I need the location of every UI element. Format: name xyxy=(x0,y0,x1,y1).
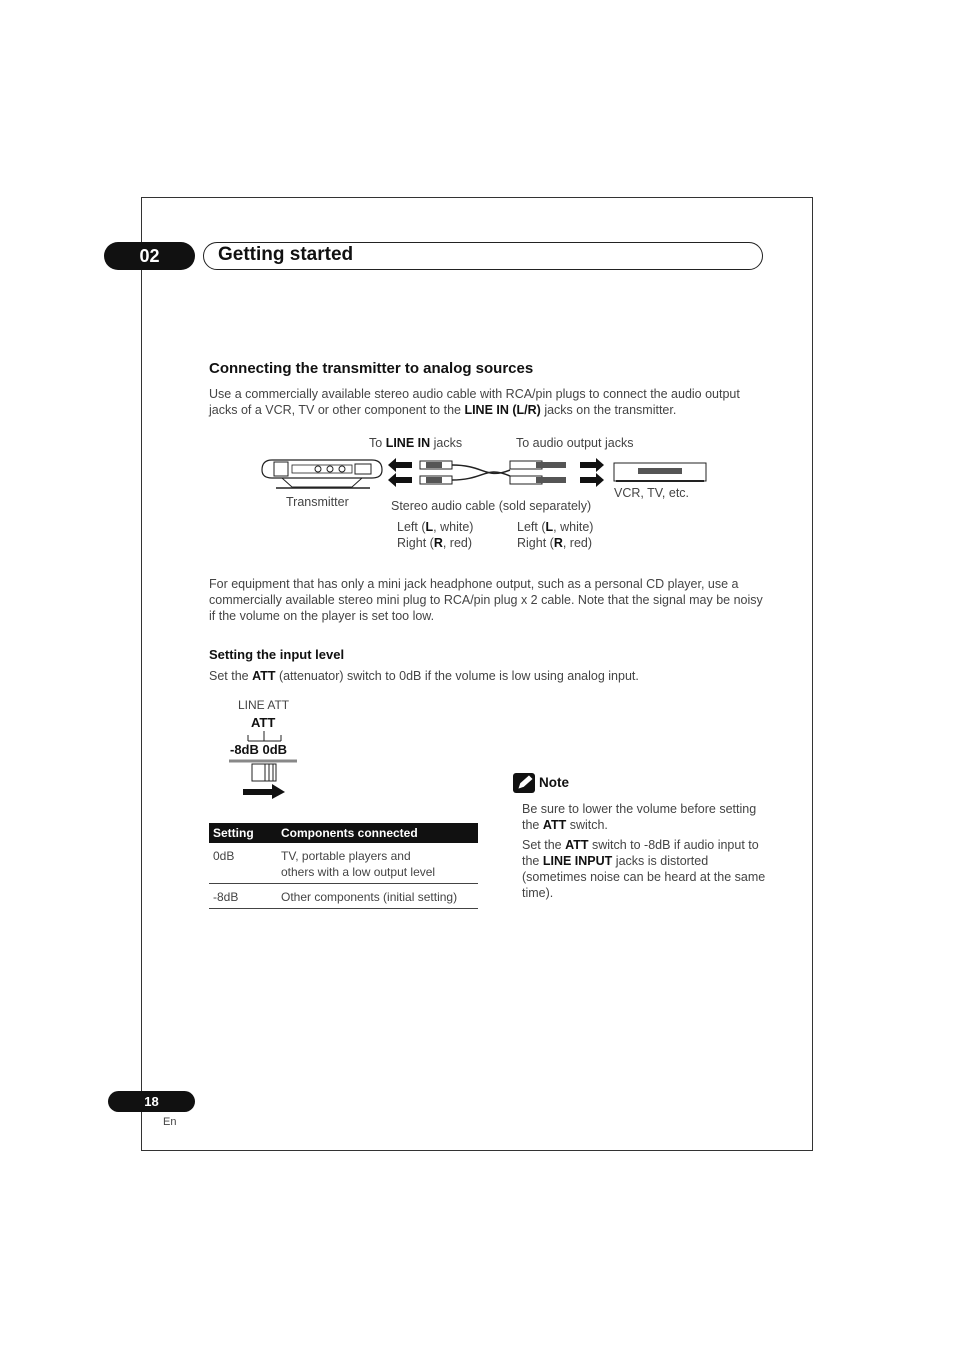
note-title: Note xyxy=(539,775,569,790)
input-level-text: Set the ATT (attenuator) switch to 0dB if the volume is low using analog input. xyxy=(209,669,639,683)
arrow-left-bottom xyxy=(388,473,412,487)
page-number: 18 xyxy=(108,1091,195,1112)
transmitter-illustration xyxy=(262,460,382,488)
transmitter-label: Transmitter xyxy=(286,495,349,509)
chapter-title: Getting started xyxy=(218,244,354,265)
vcr-label: VCR, TV, etc. xyxy=(614,486,690,500)
left-white-label-b: Left (L, white) xyxy=(517,520,594,534)
table-header-row xyxy=(209,823,478,843)
note-paragraph-1: Be sure to lower the volume before setting the ATT switch. xyxy=(522,802,757,832)
settings-table xyxy=(209,823,478,909)
table-header-components: Components connected xyxy=(277,823,478,843)
right-red-label-b: Right (R, red) xyxy=(517,536,593,550)
note-icon xyxy=(513,773,535,793)
arrow-left-top xyxy=(388,458,412,472)
table-header-setting: Setting xyxy=(209,823,277,843)
right-red-label-a: Right (R, red) xyxy=(397,536,473,550)
input-level-heading: Setting the input level xyxy=(209,647,345,662)
switch-caption: LINE ATT xyxy=(238,698,290,712)
intro-paragraph: Use a commercially available stereo audio cable with RCA/pin plugs to connect the audio output jacks of a VCR, TV or other component to the LINE IN (L/R) jacks on the transmitter. xyxy=(209,387,740,417)
cable-label: Stereo audio cable (sold separately) xyxy=(391,499,592,513)
section-heading: Connecting the transmitter to analog sources xyxy=(209,360,534,377)
table-cell-setting: -8dB xyxy=(209,884,277,909)
chapter-number: 02 xyxy=(104,242,195,270)
table-cell-components: Other components (initial setting) xyxy=(277,884,478,909)
note-paragraph-2: Set the ATT switch to -8dB if audio input to the LINE INPUT jacks is distorted (sometimes noise can be heard at the same time). xyxy=(522,838,766,900)
left-white-label-a: Left (L, white) xyxy=(397,520,474,534)
cable-bottom xyxy=(452,472,510,480)
table-row xyxy=(209,884,478,909)
table-cell-setting: 0dB xyxy=(209,843,277,884)
right-rca-plugs xyxy=(510,461,566,484)
mini-jack-paragraph: For equipment that has only a mini jack headphone output, such as a personal CD player, use a commercially available stereo mini plug to RCA/pin plug x 2 cable. Note that the signal may be noisy if the volume on the player is set too low. xyxy=(209,577,763,623)
to-line-in-label: To LINE IN jacks xyxy=(369,436,463,450)
table-cell-components: TV, portable players and others with a low output level xyxy=(277,843,478,884)
to-audio-output-label: To audio output jacks xyxy=(516,436,634,450)
switch-title: ATT xyxy=(251,715,276,730)
switch-direction-arrow xyxy=(243,784,285,799)
vcr-illustration xyxy=(614,463,706,481)
arrow-right-bottom xyxy=(580,473,604,487)
left-rca-plugs xyxy=(420,461,452,484)
switch-options: -8dB 0dB xyxy=(230,742,288,757)
page-language: En xyxy=(163,1116,177,1128)
arrow-right-top xyxy=(580,458,604,472)
table-row xyxy=(209,843,478,884)
